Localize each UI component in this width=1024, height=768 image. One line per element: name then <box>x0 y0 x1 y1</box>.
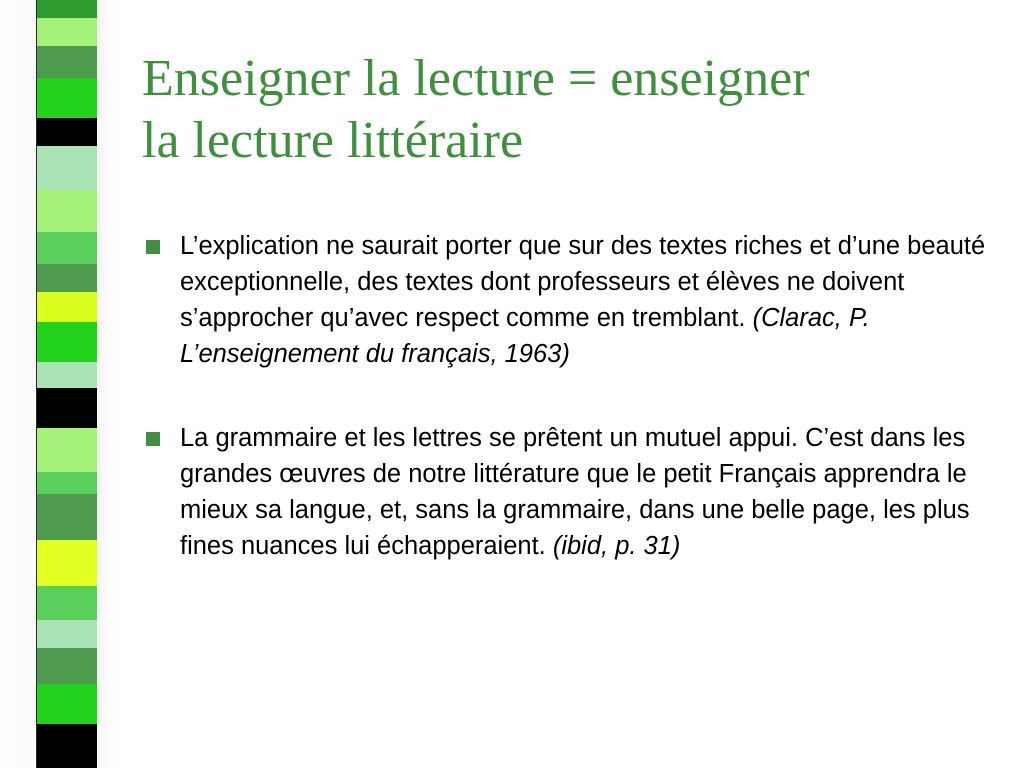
bullet-item <box>142 420 1002 564</box>
stripe <box>37 620 97 648</box>
square-bullet-icon <box>146 240 160 254</box>
stripe <box>37 78 97 118</box>
stripe <box>37 472 97 494</box>
bullet-text: L’explication ne saurait porter que sur des textes riches et d’une beauté exceptionnelle, des textes dont professeurs et élèves ne doivent s’approcher qu’avec respect comme en tremblant. <box>180 232 986 332</box>
bullet-text: La grammaire et les lettres se prêtent un mutuel appui. C’est dans les grandes œuvres de notre littérature que le petit Français apprendra le mieux sa langue, et, sans la grammaire, dans une belle page, les plus fines nuances lui échapperaient. <box>180 424 970 560</box>
decorative-stripes <box>36 0 97 768</box>
slide-title-line: Enseigner la lecture = enseigner <box>142 50 810 107</box>
stripe <box>37 362 97 388</box>
stripe <box>37 232 97 264</box>
bullet-citation: (ibid, p. 31) <box>552 532 681 560</box>
stripe <box>37 18 97 46</box>
stripe <box>37 388 97 428</box>
bullet-item <box>142 228 1002 372</box>
stripe <box>37 684 97 724</box>
bullet-list <box>142 228 1002 612</box>
stripe <box>37 292 97 322</box>
stripe <box>37 322 97 362</box>
stripe <box>37 146 97 190</box>
square-bullet-icon <box>146 432 160 446</box>
stripe <box>37 118 97 146</box>
stripe <box>37 428 97 472</box>
stripe <box>37 264 97 292</box>
stripe <box>37 190 97 232</box>
bullet-citation: (Clarac, P. L’enseignement du français, 1963) <box>180 304 870 368</box>
slide-title <box>142 48 1002 172</box>
stripe <box>37 540 97 586</box>
stripe <box>37 586 97 620</box>
slide-title-line: la lecture littéraire <box>142 112 524 169</box>
stripe <box>37 724 97 768</box>
stripe <box>37 46 97 78</box>
stripe <box>37 648 97 684</box>
stripe <box>37 494 97 540</box>
stripe <box>37 0 97 18</box>
